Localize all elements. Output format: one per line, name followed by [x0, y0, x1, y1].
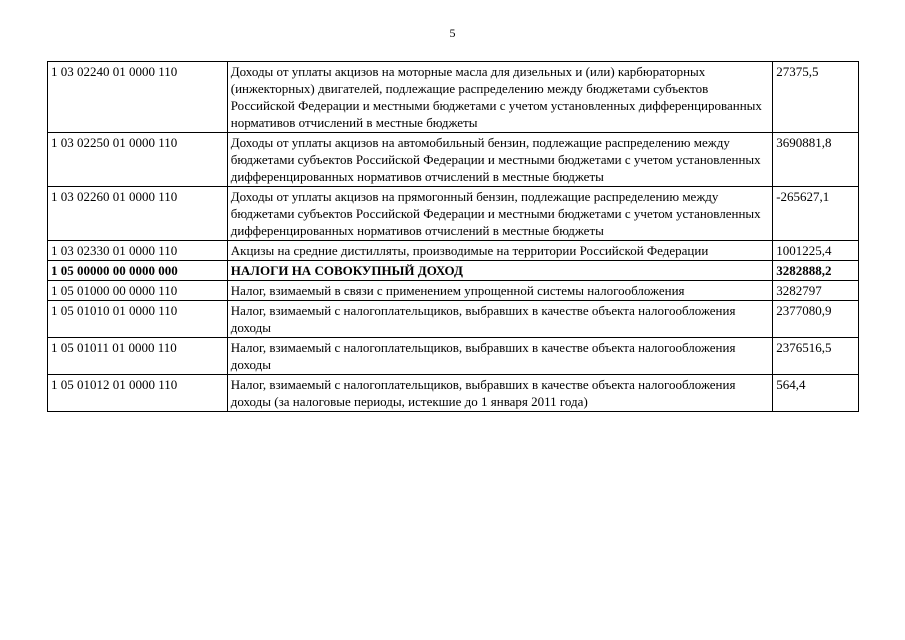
description-cell: Налог, взимаемый в связи с применением упрощенной системы налогообложения [227, 281, 772, 301]
budget-code-cell: 1 05 01011 01 0000 110 [48, 338, 228, 375]
table-row [48, 338, 859, 375]
budget-code-cell: 1 05 00000 00 0000 000 [48, 261, 228, 281]
table-row [48, 301, 859, 338]
budget-code-cell: 1 05 01000 00 0000 110 [48, 281, 228, 301]
amount-cell: 27375,5 [773, 62, 859, 133]
description-cell: Налог, взимаемый с налогоплательщиков, выбравших в качестве объекта налогообложения доходы (за налоговые периоды, истекшие до 1 января 2011 года) [227, 375, 772, 412]
description-cell: Доходы от уплаты акцизов на автомобильный бензин, подлежащие распределению между бюджетами субъектов Российской Федерации и местными бюджетами с учетом установленных дифференцированных нормативов отчислений в местные бюджеты [227, 133, 772, 187]
page-number: 5 [449, 26, 456, 40]
amount-cell: 1001225,4 [773, 241, 859, 261]
budget-code-cell: 1 05 01012 01 0000 110 [48, 375, 228, 412]
description-cell: Акцизы на средние дистилляты, производимые на территории Российской Федерации [227, 241, 772, 261]
budget-code-cell: 1 03 02240 01 0000 110 [48, 62, 228, 133]
amount-cell: 3690881,8 [773, 133, 859, 187]
budget-code-cell: 1 03 02330 01 0000 110 [48, 241, 228, 261]
table-row [48, 62, 859, 133]
table-row [48, 187, 859, 241]
amount-cell: 3282888,2 [773, 261, 859, 281]
description-cell: Налог, взимаемый с налогоплательщиков, выбравших в качестве объекта налогообложения доходы [227, 338, 772, 375]
description-cell: НАЛОГИ НА СОВОКУПНЫЙ ДОХОД [227, 261, 772, 281]
budget-code-cell: 1 03 02260 01 0000 110 [48, 187, 228, 241]
description-cell: Доходы от уплаты акцизов на моторные масла для дизельных и (или) карбюраторных (инжекторных) двигателей, подлежащие распределению между бюджетами субъектов Российской Федерации и местными бюджетами с учетом установленных дифференцированных нормативов отчислений в местные бюджеты [227, 62, 772, 133]
budget-code-cell: 1 05 01010 01 0000 110 [48, 301, 228, 338]
description-cell: Доходы от уплаты акцизов на прямогонный бензин, подлежащие распределению между бюджетами субъектов Российской Федерации и местными бюджетами с учетом установленных дифференцированных нормативов отчислений в местные бюджеты [227, 187, 772, 241]
description-cell: Налог, взимаемый с налогоплательщиков, выбравших в качестве объекта налогообложения доходы [227, 301, 772, 338]
amount-cell: 2377080,9 [773, 301, 859, 338]
table-row [48, 375, 859, 412]
revenue-table [47, 61, 859, 412]
amount-cell: 3282797 [773, 281, 859, 301]
table-row [48, 281, 859, 301]
amount-cell: -265627,1 [773, 187, 859, 241]
table-row [48, 133, 859, 187]
table-row-section-total [48, 261, 859, 281]
budget-code-cell: 1 03 02250 01 0000 110 [48, 133, 228, 187]
table-row [48, 241, 859, 261]
amount-cell: 2376516,5 [773, 338, 859, 375]
amount-cell: 564,4 [773, 375, 859, 412]
